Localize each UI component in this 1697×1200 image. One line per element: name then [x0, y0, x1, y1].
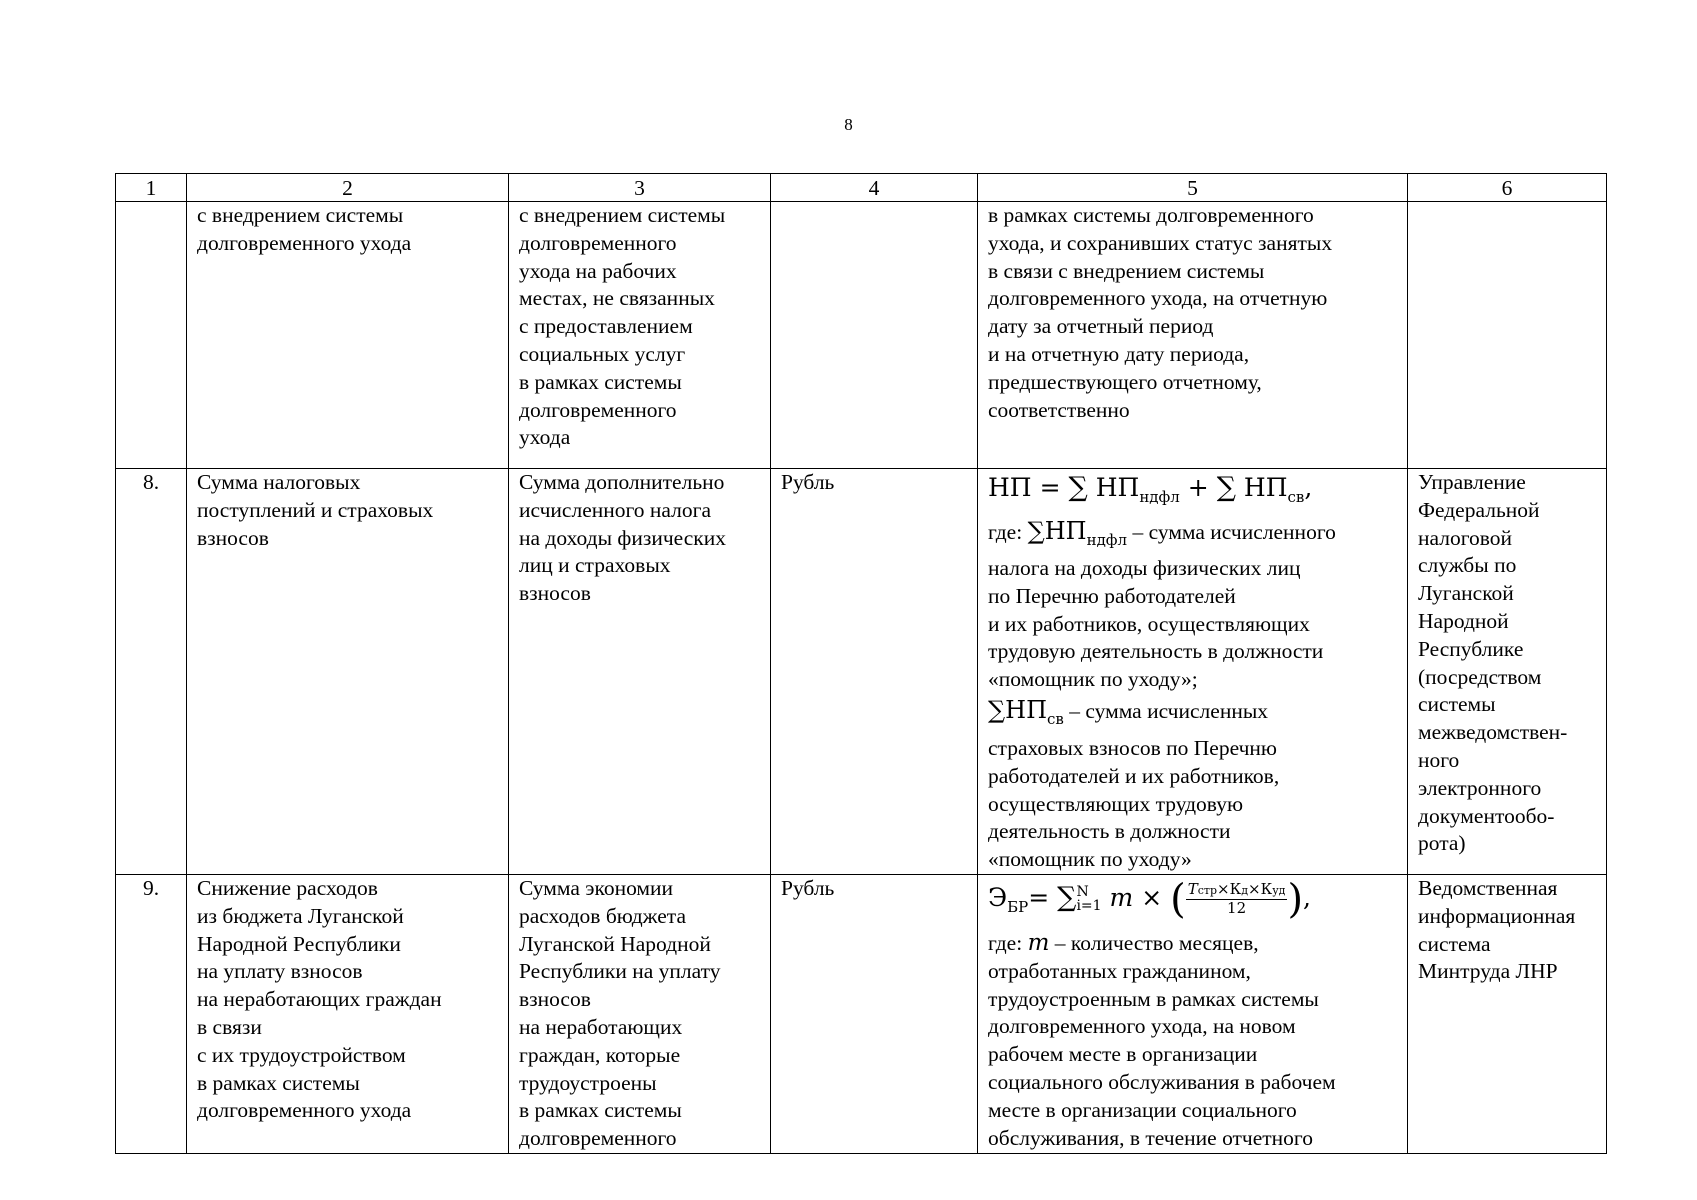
formula-subscript: БР: [1007, 897, 1029, 916]
definition-text: – сумма исчисленного: [1127, 520, 1336, 544]
cell-line: ного: [1418, 747, 1460, 772]
cell-line: Минтруда ЛНР: [1418, 959, 1558, 984]
cell-line: документообо-: [1418, 803, 1555, 828]
cell-line: социального обслуживания в рабочем: [988, 1069, 1336, 1094]
cell-line: электронного: [1418, 775, 1542, 800]
sum-symbol: ∑: [988, 695, 1006, 724]
cell-line: Снижение расходов: [197, 875, 378, 900]
cell-line: ухода, и сохранивших статус занятых: [988, 230, 1333, 255]
cell-line: с предоставлением: [519, 314, 693, 339]
cell-line: рота): [1418, 831, 1466, 856]
row-number-cell: 9.: [116, 874, 187, 1153]
cell-line: по Перечню работодателей: [988, 583, 1236, 608]
formula-subscript: ндфл: [1086, 531, 1128, 549]
cell-line: службы по: [1418, 553, 1517, 578]
header-cell: 1: [116, 174, 187, 202]
header-cell: 6: [1408, 174, 1607, 202]
table-row-9: [116, 874, 1607, 1153]
cell-line: «помощник по уходу»;: [988, 667, 1198, 692]
definition-line: [988, 516, 1397, 555]
formula-plus: +: [1187, 473, 1209, 502]
cell-line: Ведомственная: [1418, 875, 1558, 900]
definition-line: [988, 930, 1397, 958]
sum-symbol: ∑: [1216, 472, 1236, 503]
cell-line: взносов: [197, 525, 269, 550]
cell-line: долговременного: [519, 397, 677, 422]
formula-term: НП: [1044, 517, 1087, 545]
cell-line: в рамках системы: [519, 369, 682, 394]
formula-term: НП: [1095, 473, 1140, 502]
unit-cell: Рубль: [771, 469, 978, 875]
cell-line: долговременного ухода, на отчетную: [988, 286, 1328, 311]
definition-text: – количество месяцев,: [1049, 930, 1259, 955]
cell-line: на неработающих граждан: [197, 987, 442, 1012]
definition-text: – сумма исчисленных: [1063, 698, 1269, 723]
cell-line: на уплату взносов: [197, 959, 363, 984]
cell-line: Управление: [1418, 470, 1526, 494]
cell-line: работодателей и их работников,: [988, 763, 1280, 788]
numerator-k1: К: [1229, 880, 1242, 899]
sum-upper-limit: N: [1076, 884, 1089, 901]
cell-line: в рамках системы: [197, 1070, 360, 1095]
cell-line: долговременного ухода: [197, 230, 412, 255]
cell-line: информационная: [1418, 903, 1576, 928]
row-number-cell: 8.: [116, 469, 187, 875]
header-cell: 2: [187, 174, 509, 202]
cell-line: лиц и страховых: [519, 553, 671, 578]
fraction-denominator: 12: [1227, 899, 1247, 918]
cell-line: поступлений и страховых: [197, 497, 434, 522]
numerator-times: ×: [1248, 880, 1261, 899]
cell-line: отработанных гражданином,: [988, 958, 1251, 983]
cell-line: с внедрением системы: [197, 203, 404, 227]
cell-line: долговременного ухода, на новом: [988, 1014, 1296, 1039]
cell-line: в связи: [197, 1014, 262, 1039]
cell-line: страховых взносов по Перечню: [988, 735, 1277, 760]
formula-open-paren: (: [1170, 876, 1186, 923]
header-cell: 3: [509, 174, 771, 202]
cell-line: трудовую деятельность в должности: [988, 639, 1324, 664]
indicator-name-cell: [187, 469, 509, 875]
cell-line: долговременного ухода: [197, 1098, 412, 1123]
unit-cell: Рубль: [771, 874, 978, 1153]
cell-line: трудоустроены: [519, 1070, 657, 1095]
cell-line: Сумма экономии: [519, 875, 674, 900]
sum-symbol: ∑: [1057, 881, 1077, 913]
cell-line: дату за отчетный период: [988, 314, 1214, 339]
sum-symbol: ∑: [1027, 517, 1045, 545]
formula-lhs: Э: [988, 882, 1008, 912]
numerator-t-sub: стр: [1197, 884, 1218, 898]
indicator-name-cell: [187, 874, 509, 1153]
cell-line: рабочем месте в организации: [988, 1042, 1258, 1067]
cell-line: Народной: [1418, 608, 1509, 633]
indicator-definition-cell: [509, 874, 771, 1153]
cell-line: трудоустроенным в рамках системы: [988, 986, 1319, 1011]
calculation-method-cell: [978, 202, 1408, 469]
table-header-row: [116, 174, 1607, 202]
cell-line: система: [1418, 931, 1491, 956]
cell-line: и на отчетную дату периода,: [988, 341, 1250, 366]
cell-line: долговременного: [519, 230, 677, 255]
cell-line: в связи с внедрением системы: [988, 258, 1265, 283]
cell-line: исчисленного налога: [519, 497, 711, 522]
indicators-table: [115, 173, 1607, 1154]
cell-line: осуществляющих трудовую: [988, 791, 1244, 816]
header-cell: 5: [978, 174, 1408, 202]
cell-line: социальных услуг: [519, 341, 686, 366]
cell-line: Республики на уплату: [519, 959, 721, 984]
definition-line: [988, 694, 1397, 735]
cell-line: деятельность в должности: [988, 819, 1231, 844]
unit-cell: [771, 202, 978, 469]
cell-line: налога на доходы физических лиц: [988, 556, 1301, 580]
formula-close-paren: ): [1287, 876, 1304, 923]
row-number-cell: [116, 202, 187, 469]
data-source-cell: [1408, 469, 1607, 875]
formula-subscript: св: [1287, 488, 1305, 506]
formula-term: НП: [1005, 695, 1047, 724]
cell-line: Республике: [1418, 636, 1524, 661]
formula-times: ×: [1141, 882, 1163, 912]
cell-line: месте в организации социального: [988, 1097, 1297, 1122]
cell-line: предшествующего отчетному,: [988, 369, 1262, 394]
numerator-t: T: [1187, 880, 1198, 899]
cell-line: (посредством: [1418, 664, 1542, 689]
numerator-times: ×: [1217, 880, 1230, 899]
cell-line: налоговой: [1418, 525, 1513, 550]
cell-line: Федеральной: [1418, 497, 1540, 522]
formula-equals: =: [1028, 882, 1050, 912]
cell-line: взносов: [519, 987, 591, 1012]
data-source-cell: [1408, 874, 1607, 1153]
cell-line: из бюджета Луганской: [197, 903, 404, 928]
formula-variable: m: [1027, 929, 1050, 956]
cell-line: взносов: [519, 581, 591, 606]
formula-term: НП: [1243, 473, 1288, 502]
cell-line: соответственно: [988, 397, 1130, 422]
cell-line: на доходы физических: [519, 525, 726, 550]
fraction-numerator: [1186, 881, 1288, 900]
table-row-8: [116, 469, 1607, 875]
table-row-7-continuation: [116, 202, 1607, 469]
indicator-name-cell: [187, 202, 509, 469]
formula-subscript: ндфл: [1139, 488, 1180, 506]
header-cell: 4: [771, 174, 978, 202]
sum-lower-limit: i=1: [1076, 898, 1102, 915]
cell-line: Сумма дополнительно: [519, 470, 725, 494]
formula-equals: =: [1039, 473, 1061, 502]
sum-symbol: ∑: [1068, 472, 1088, 503]
sum-limits: [1076, 885, 1101, 913]
cell-line: с их трудоустройством: [197, 1042, 406, 1067]
numerator-k2-sub: уд: [1272, 884, 1286, 898]
cell-line: Сумма налоговых: [197, 470, 361, 494]
cell-line: обслуживания, в течение отчетного: [988, 1125, 1313, 1150]
calculation-method-cell: [978, 469, 1408, 875]
formula-subscript: св: [1047, 709, 1064, 728]
formula-lhs: НП: [988, 473, 1032, 502]
cell-line: в рамках системы: [519, 1098, 682, 1123]
cell-line: и их работников, осуществляющих: [988, 611, 1310, 636]
data-source-cell: [1408, 202, 1607, 469]
where-prefix: где:: [988, 930, 1023, 955]
tax-formula: [988, 469, 1397, 516]
cell-line: местах, не связанных: [519, 286, 715, 311]
formula-variable: m: [1109, 882, 1134, 912]
budget-savings-formula: [988, 875, 1397, 930]
cell-line: в рамках системы долговременного: [988, 203, 1314, 227]
cell-line: Луганской: [1418, 581, 1514, 606]
cell-line: Народной Республики: [197, 931, 401, 956]
cell-line: системы: [1418, 692, 1496, 717]
cell-line: граждан, которые: [519, 1042, 681, 1067]
cell-line: с внедрением системы: [519, 203, 726, 227]
cell-line: «помощник по уходу»: [988, 847, 1192, 872]
indicator-definition-cell: [509, 469, 771, 875]
where-prefix: где:: [988, 520, 1023, 544]
cell-line: Луганской Народной: [519, 931, 711, 956]
cell-line: ухода на рабочих: [519, 258, 677, 283]
formula-fraction: [1186, 881, 1288, 917]
cell-line: ухода: [519, 425, 571, 450]
cell-line: межведомствен-: [1418, 720, 1568, 745]
cell-line: расходов бюджета: [519, 903, 686, 928]
formula-comma: ,: [1303, 882, 1311, 912]
formula-comma: ,: [1304, 473, 1313, 502]
indicator-definition-cell: [509, 202, 771, 469]
numerator-k2: К: [1260, 880, 1273, 899]
cell-line: на неработающих: [519, 1014, 683, 1039]
page-number: 8: [844, 115, 853, 134]
calculation-method-cell: [978, 874, 1408, 1153]
numerator-k1-sub: д: [1241, 884, 1248, 898]
cell-line: долговременного: [519, 1126, 677, 1151]
